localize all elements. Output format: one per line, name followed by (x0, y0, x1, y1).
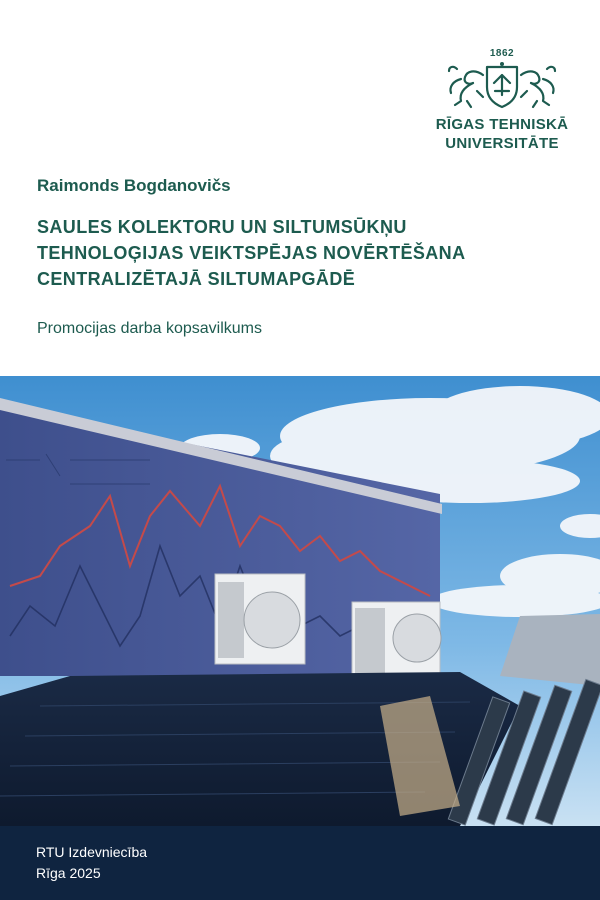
cover-photo (0, 376, 600, 826)
university-name-line-2: UNIVERSITĀTE (445, 135, 559, 152)
title-line-2: TEHNOLOĢIJAS VEIKTSPĒJAS NOVĒRTĒŠANA (37, 243, 466, 263)
publisher-footer (0, 826, 600, 900)
publication-place-year: Rīga 2025 (36, 865, 101, 881)
author-name: Raimonds Bogdanovičs (37, 176, 231, 195)
logo-year: 1862 (489, 48, 515, 59)
title-line-1: SAULES KOLEKTORU UN SILTUMSŪKŅU (37, 217, 407, 237)
university-name (434, 115, 570, 153)
rooftop-illustration (0, 376, 600, 826)
title-line-3: CENTRALIZĒTAJĀ SILTUMAPGĀDĒ (37, 269, 356, 289)
publisher-info (36, 842, 147, 884)
publisher-name: RTU Izdevniecība (36, 844, 148, 860)
document-title (37, 214, 577, 292)
university-name-line-1: RĪGAS TEHNISKĀ (435, 116, 569, 133)
university-logo (434, 48, 570, 153)
rtu-crest-icon (443, 61, 561, 109)
document-subtitle: Promocijas darba kopsavilkums (37, 320, 262, 337)
